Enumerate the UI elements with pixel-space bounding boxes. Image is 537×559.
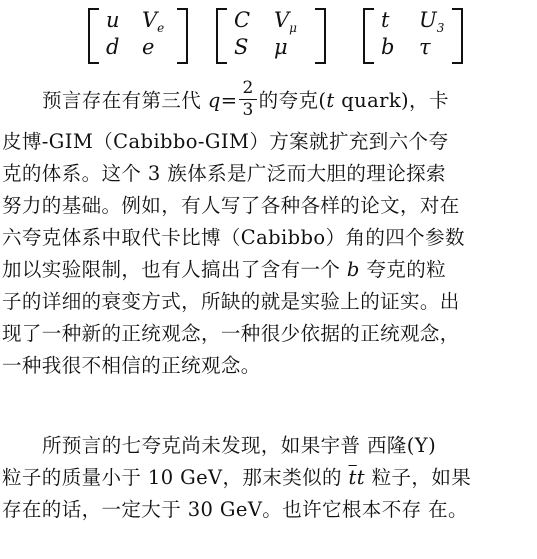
matrix-cell: S [234, 35, 249, 59]
text-line [42, 78, 449, 120]
fraction-denominator: 3 [242, 100, 254, 120]
math-variable: b [346, 258, 360, 281]
matrix-cell: b [381, 35, 395, 59]
matrix-row [88, 4, 478, 66]
math-variable: t [356, 466, 366, 489]
matrix-cell-main: V [274, 8, 290, 32]
text-span: quark)，卡 [334, 89, 449, 112]
text-line: 努力的基础。例如，有人写了各种各样的论文，对在 [2, 194, 460, 217]
left-bracket [216, 8, 227, 64]
left-bracket [363, 8, 374, 64]
text-line: 皮博-GIM（Cabibbo-GIM）方案就扩充到六个夸 [2, 130, 449, 153]
matrix-cell: d [106, 35, 120, 59]
matrix-cell: u [106, 8, 120, 32]
matrix-cell: e [142, 35, 155, 59]
text-line: 克的体系。这个 3 族体系是广泛而大胆的理论探索 [2, 162, 446, 185]
matrix-cell: t [381, 8, 390, 32]
text-span: 预言存在有第三代 [42, 89, 208, 112]
matrix-cell: C [234, 8, 251, 32]
left-bracket [88, 8, 99, 64]
text-line: 存在的话，一定大于 30 GeV。也许它根本不存 在。 [2, 498, 468, 521]
matrix-cell-subscript: 3 [436, 21, 445, 36]
text-line [2, 254, 446, 286]
text-span: 粒子的质量小于 10 GeV，那末类似的 [2, 466, 349, 489]
text-line: 所预言的七夸克尚未发现，如果宇普 西隆(Υ) [42, 434, 437, 457]
fraction-numerator: 2 [239, 80, 256, 100]
text-line: 现了一种新的正统观念，一种很少依据的正统观念， [2, 322, 460, 345]
right-bracket [315, 8, 326, 64]
text-line: 六夸克体系中取代卡比博（Cabibbo）角的四个参数 [2, 226, 465, 249]
text-line [2, 462, 471, 494]
text-span: 的夸克( [258, 89, 327, 112]
text-span: = [220, 89, 238, 112]
fraction [239, 80, 256, 119]
matrix-cell [419, 10, 444, 34]
matrix-cell-subscript: e [157, 21, 165, 36]
right-bracket [452, 8, 463, 64]
matrix-cell [142, 10, 164, 34]
matrix-cell: μ [274, 35, 288, 59]
matrix-cell-subscript: μ [289, 21, 297, 36]
matrix-cell [274, 10, 297, 34]
text-span: 加以实验限制，也有人搞出了含有一个 [2, 258, 347, 281]
matrix-first-generation [88, 4, 188, 66]
matrix-cell-main: U [419, 8, 437, 32]
matrix-cell-main: V [142, 8, 158, 32]
text-span: 粒子，如果 [365, 466, 472, 489]
text-line: 一种我很不相信的正统观念。 [2, 354, 261, 377]
matrix-second-generation [216, 4, 326, 66]
math-variable: t [326, 89, 335, 112]
math-variable-antiquark: $\overline{t}$ [348, 466, 357, 489]
text-line: 子的详细的衰变方式，所缺的就是实验上的证实。出 [2, 290, 460, 313]
matrix-cell: τ [419, 35, 431, 59]
text-span: 夸克的粒 [359, 258, 446, 281]
matrix-third-generation [363, 4, 463, 66]
math-variable: q [207, 89, 221, 112]
right-bracket [177, 8, 188, 64]
